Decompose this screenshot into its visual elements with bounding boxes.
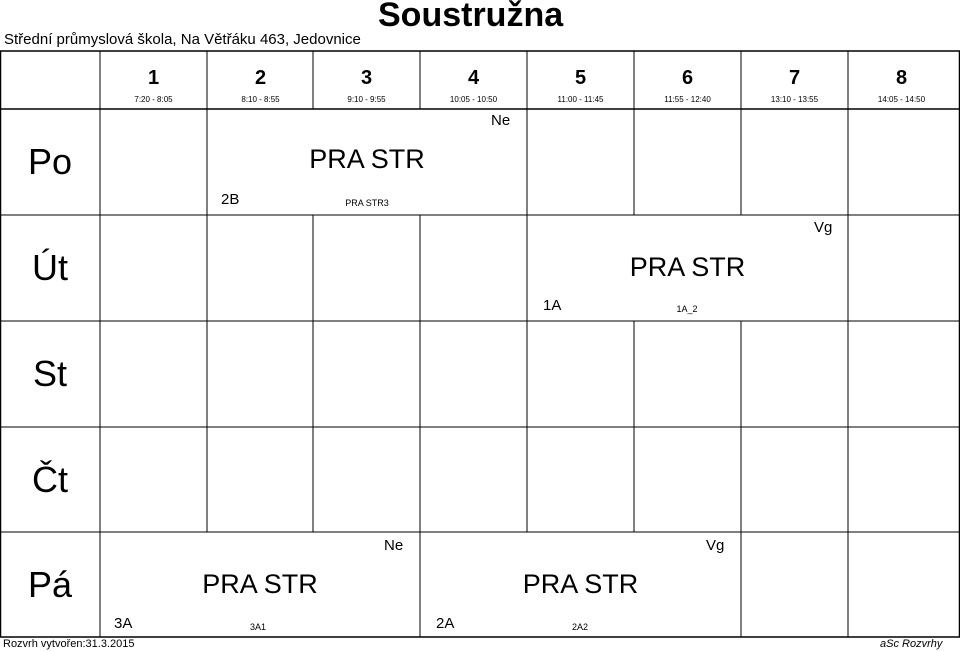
page-title: Soustružna bbox=[378, 0, 564, 34]
period-time-1: 7:20 - 8:05 bbox=[134, 95, 173, 104]
lesson-subject: PRA STR bbox=[629, 252, 746, 282]
period-time-6: 11:55 - 12:40 bbox=[664, 95, 711, 104]
period-number-3: 3 bbox=[360, 67, 373, 89]
lesson-group: 3A1 bbox=[249, 622, 266, 632]
lesson-po[interactable] bbox=[207, 109, 527, 215]
period-time-2: 8:10 - 8:55 bbox=[241, 95, 280, 104]
lesson-ut[interactable] bbox=[527, 215, 848, 321]
period-time-5: 11:00 - 11:45 bbox=[557, 95, 604, 104]
school-name: Střední průmyslová škola, Na Větřáku 463, Jedovnice bbox=[4, 31, 361, 48]
lesson-room: Ne bbox=[384, 537, 404, 554]
period-time-7: 13:10 - 13:55 bbox=[770, 95, 819, 104]
day-label-st: St bbox=[32, 353, 67, 394]
lesson-group: 2A2 bbox=[571, 622, 588, 632]
lesson-room: Ne bbox=[491, 112, 511, 129]
lesson-pa-2[interactable] bbox=[420, 532, 741, 637]
period-number-5: 5 bbox=[574, 67, 587, 89]
period-number-1: 1 bbox=[147, 67, 160, 89]
period-time-8: 14:05 - 14:50 bbox=[877, 95, 926, 104]
period-number-8: 8 bbox=[895, 67, 908, 89]
day-label-pa: Pá bbox=[27, 564, 73, 605]
lesson-room: Vg bbox=[814, 219, 833, 236]
lesson-group: 1A_2 bbox=[676, 304, 698, 314]
period-number-4: 4 bbox=[467, 67, 480, 89]
lesson-class: 3A bbox=[114, 615, 133, 632]
lesson-subject: PRA STR bbox=[522, 569, 639, 599]
period-number-7: 7 bbox=[788, 67, 801, 89]
day-label-ut: Út bbox=[32, 247, 68, 288]
period-number-2: 2 bbox=[254, 67, 267, 89]
lesson-class: 1A bbox=[543, 297, 562, 314]
lesson-class: 2B bbox=[221, 191, 240, 208]
brand-credit: aSc Rozvrhy bbox=[880, 638, 943, 650]
period-number-6: 6 bbox=[681, 67, 694, 89]
period-time-4: 10:05 - 10:50 bbox=[449, 95, 498, 104]
lesson-group: PRA STR3 bbox=[345, 198, 389, 208]
lesson-subject: PRA STR bbox=[309, 144, 425, 174]
lesson-room: Vg bbox=[706, 537, 725, 554]
day-label-po: Po bbox=[27, 141, 73, 182]
day-label-ct: Čt bbox=[32, 459, 68, 500]
created-date: Rozvrh vytvořen:31.3.2015 bbox=[3, 638, 135, 650]
lesson-subject: PRA STR bbox=[202, 569, 318, 599]
period-time-3: 9:10 - 9:55 bbox=[347, 95, 386, 104]
lesson-class: 2A bbox=[436, 615, 455, 632]
lesson-pa-1[interactable] bbox=[100, 532, 420, 637]
